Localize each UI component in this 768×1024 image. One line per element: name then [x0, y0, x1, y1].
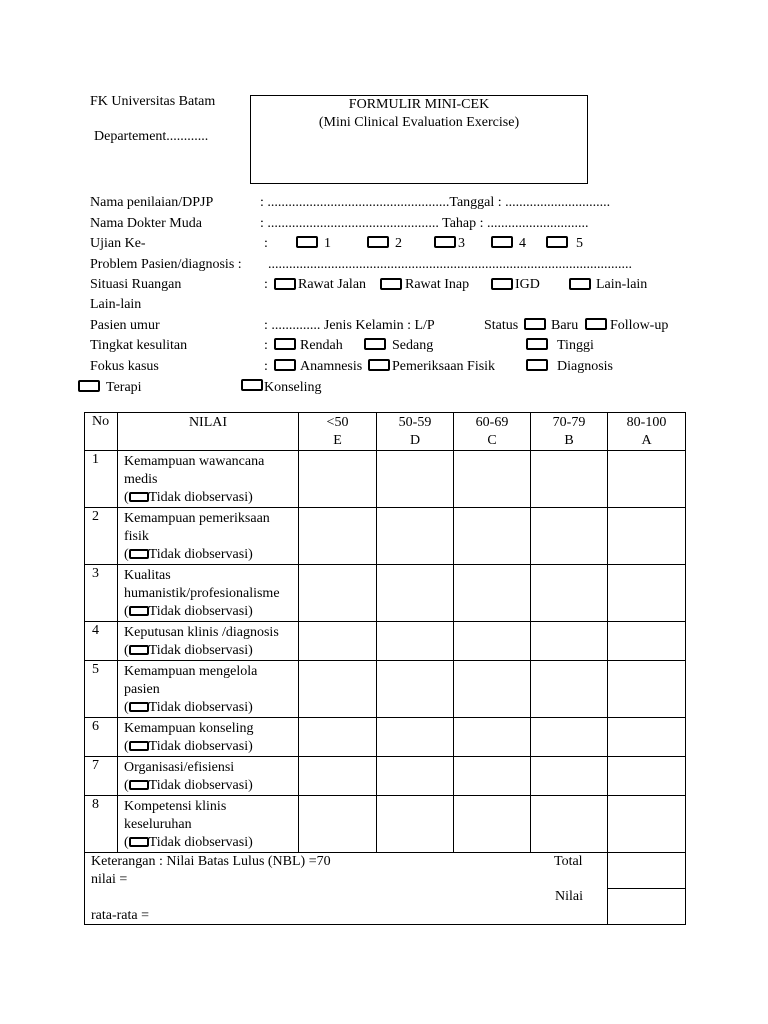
not-observed-label: Tidak diobservasi) [148, 739, 253, 754]
score-cell-a[interactable] [608, 796, 686, 853]
exam-2-label: 2 [395, 236, 402, 251]
score-cell-e[interactable] [299, 622, 377, 661]
tinggi-label: Tinggi [557, 338, 594, 353]
row-criterion [118, 796, 299, 853]
not-observed-label: Tidak diobservasi) [148, 490, 253, 505]
pemeriksaan-fisik-checkbox[interactable] [368, 359, 390, 371]
age-gender-field[interactable]: : .............. Jenis Kelamin : L/P [264, 318, 435, 333]
table-row [85, 796, 686, 853]
criterion-text: Kemampuan pemeriksaan [124, 511, 270, 526]
criterion-text: pasien [124, 682, 160, 697]
table-body [85, 451, 686, 853]
table-row [85, 757, 686, 796]
not-observed-checkbox[interactable] [129, 780, 149, 790]
row-criterion [118, 451, 299, 508]
header-grade-c: 60-69 C [454, 413, 531, 451]
score-cell-c[interactable] [454, 622, 531, 661]
footer-total-label: Total [554, 854, 583, 869]
exam-3-label: 3 [458, 236, 465, 251]
pemeriksaan-fisik-label: Pemeriksaan Fisik [392, 359, 496, 374]
criterion-text: Organisasi/efisiensi [124, 760, 235, 775]
not-observed-option[interactable]: ( Tidak diobservasi) [124, 490, 253, 505]
footer-note-cell [85, 853, 608, 925]
focus-label: Fokus kasus [90, 359, 159, 374]
assessor-label: Nama penilaian/DPJP [90, 195, 214, 210]
tinggi-checkbox[interactable] [526, 338, 548, 350]
criterion-text: Kemampuan konseling [124, 721, 254, 736]
score-cell-c[interactable] [454, 796, 531, 853]
form-subtitle: (Mini Clinical Evaluation Exercise) [318, 115, 520, 130]
not-observed-option[interactable]: ( Tidak diobservasi) [124, 547, 253, 562]
row-criterion [118, 661, 299, 718]
not-observed-checkbox[interactable] [129, 492, 149, 502]
other-label: Lain-lain [90, 297, 142, 312]
score-cell-b[interactable] [531, 508, 608, 565]
exam-colon: : [264, 236, 268, 251]
not-observed-label: Tidak diobservasi) [148, 835, 253, 850]
criterion-text: medis [124, 472, 158, 487]
anamnesis-label: Anamnesis [300, 359, 363, 374]
not-observed-checkbox[interactable] [129, 741, 149, 751]
total-value-cell[interactable] [608, 853, 686, 889]
criterion-text: humanistik/profesionalisme [124, 586, 280, 601]
exam-4-label: 4 [519, 236, 526, 251]
problem-field[interactable]: ........................................................................................................ [268, 257, 632, 272]
score-cell-a[interactable] [608, 451, 686, 508]
table-row [85, 661, 686, 718]
score-cell-c[interactable] [454, 718, 531, 757]
institution-name: FK Universitas Batam [90, 94, 216, 109]
row-number: 7 [85, 757, 118, 796]
score-cell-a[interactable] [608, 757, 686, 796]
table-footer-row-1 [85, 853, 686, 889]
score-cell-b[interactable] [531, 796, 608, 853]
not-observed-label: Tidak diobservasi) [148, 604, 253, 619]
exam-1-label: 1 [324, 236, 331, 251]
sedang-label: Sedang [392, 338, 434, 353]
difficulty-label: Tingkat kesulitan [90, 338, 188, 353]
footer-nilai-eq: nilai = [91, 872, 128, 887]
exam-label: Ujian Ke- [90, 236, 146, 251]
header-no: No [85, 413, 118, 451]
score-cell-d[interactable] [377, 451, 454, 508]
situation-colon: : [264, 277, 268, 292]
footer-note: Keterangan : Nilai Batas Lulus (NBL) =70 [91, 854, 331, 869]
score-cell-c[interactable] [454, 757, 531, 796]
score-cell-c[interactable] [454, 508, 531, 565]
criterion-text: keseluruhan [124, 817, 192, 832]
difficulty-colon: : [264, 338, 268, 353]
not-observed-option[interactable]: ( Tidak diobservasi) [124, 739, 253, 754]
score-cell-b[interactable] [531, 718, 608, 757]
score-cell-e[interactable] [299, 451, 377, 508]
not-observed-label: Tidak diobservasi) [148, 643, 253, 658]
score-cell-a[interactable] [608, 661, 686, 718]
department-field: Departement............ [94, 129, 209, 144]
not-observed-option[interactable]: ( Tidak diobservasi) [124, 604, 253, 619]
table-header-row [85, 413, 686, 451]
score-cell-d[interactable] [377, 718, 454, 757]
score-cell-b[interactable] [531, 565, 608, 622]
row-number: 2 [85, 508, 118, 565]
diagnosis-label: Diagnosis [557, 359, 613, 374]
problem-label: Problem Pasien/diagnosis : [90, 257, 242, 272]
footer-rata-rata: rata-rata = [91, 908, 150, 923]
criterion-text: fisik [124, 529, 149, 544]
row-criterion [118, 565, 299, 622]
not-observed-checkbox[interactable] [129, 606, 149, 616]
lain-lain-option-label: Lain-lain [596, 277, 648, 292]
student-label: Nama Dokter Muda [90, 216, 202, 231]
criterion-text: Kompetensi klinis [124, 799, 227, 814]
rawat-inap-checkbox[interactable] [380, 278, 402, 290]
score-cell-d[interactable] [377, 661, 454, 718]
header-grade-a: 80-100 A [608, 413, 686, 451]
exam-3-checkbox[interactable] [434, 236, 456, 248]
table-row [85, 565, 686, 622]
row-criterion [118, 622, 299, 661]
table-row [85, 451, 686, 508]
score-cell-a[interactable] [608, 718, 686, 757]
not-observed-option[interactable]: ( Tidak diobservasi) [124, 778, 253, 793]
konseling-label: Konseling [264, 380, 322, 395]
row-number: 6 [85, 718, 118, 757]
header-grade-d: 50-59 D [377, 413, 454, 451]
igd-label: IGD [515, 277, 540, 292]
not-observed-checkbox[interactable] [129, 549, 149, 559]
not-observed-label: Tidak diobservasi) [148, 778, 253, 793]
header-grade-e: <50 E [299, 413, 377, 451]
criterion-text: Kemampuan mengelola [124, 664, 258, 679]
score-table [84, 412, 686, 925]
igd-checkbox[interactable] [491, 278, 513, 290]
header-nilai: NILAI [118, 413, 299, 451]
situation-label: Situasi Ruangan [90, 277, 182, 292]
rendah-checkbox[interactable] [274, 338, 296, 350]
exam-4-checkbox[interactable] [491, 236, 513, 248]
score-cell-d[interactable] [377, 757, 454, 796]
age-label: Pasien umur [90, 318, 160, 333]
anamnesis-checkbox[interactable] [274, 359, 296, 371]
terapi-checkbox[interactable] [78, 380, 100, 392]
not-observed-option[interactable]: ( Tidak diobservasi) [124, 643, 253, 658]
score-cell-b[interactable] [531, 622, 608, 661]
score-cell-e[interactable] [299, 718, 377, 757]
status-followup-label: Follow-up [610, 318, 669, 333]
score-cell-e[interactable] [299, 508, 377, 565]
average-value-cell[interactable] [608, 889, 686, 925]
footer-nilai-label: Nilai [555, 889, 583, 904]
rawat-jalan-label: Rawat Jalan [298, 277, 367, 292]
row-criterion [118, 718, 299, 757]
score-cell-d[interactable] [377, 796, 454, 853]
score-cell-c[interactable] [454, 451, 531, 508]
status-baru-checkbox[interactable] [524, 318, 546, 330]
score-cell-a[interactable] [608, 508, 686, 565]
row-criterion [118, 757, 299, 796]
assessor-date-field[interactable]: : ....................................................Tanggal : .............................. [260, 195, 611, 210]
score-cell-a[interactable] [608, 565, 686, 622]
focus-colon: : [264, 359, 268, 374]
diagnosis-checkbox[interactable] [526, 359, 548, 371]
score-cell-e[interactable] [299, 661, 377, 718]
score-cell-b[interactable] [531, 661, 608, 718]
criterion-text: Keputusan klinis /diagnosis [124, 625, 279, 640]
score-cell-d[interactable] [377, 508, 454, 565]
not-observed-checkbox[interactable] [129, 837, 149, 847]
table-row [85, 718, 686, 757]
score-cell-c[interactable] [454, 565, 531, 622]
rawat-jalan-checkbox[interactable] [274, 278, 296, 290]
score-cell-c[interactable] [454, 661, 531, 718]
lain-lain-checkbox[interactable] [569, 278, 591, 290]
not-observed-checkbox[interactable] [129, 645, 149, 655]
score-cell-d[interactable] [377, 622, 454, 661]
row-number: 3 [85, 565, 118, 622]
sedang-checkbox[interactable] [364, 338, 386, 350]
status-followup-checkbox[interactable] [585, 318, 607, 330]
score-cell-d[interactable] [377, 565, 454, 622]
score-cell-e[interactable] [299, 796, 377, 853]
not-observed-checkbox[interactable] [129, 702, 149, 712]
table-row [85, 622, 686, 661]
exam-5-label: 5 [576, 236, 583, 251]
score-cell-e[interactable] [299, 757, 377, 796]
student-stage-field[interactable]: : ................................................. Tahap : ............................. [260, 216, 589, 231]
form-title: FORMULIR MINI-CEK [348, 97, 490, 112]
exam-2-checkbox[interactable] [367, 236, 389, 248]
table-row [85, 508, 686, 565]
not-observed-option[interactable]: ( Tidak diobservasi) [124, 835, 253, 850]
criterion-text: Kualitas [124, 568, 171, 583]
status-baru-label: Baru [551, 318, 579, 333]
score-cell-e[interactable] [299, 565, 377, 622]
row-criterion [118, 508, 299, 565]
score-cell-b[interactable] [531, 757, 608, 796]
konseling-checkbox[interactable] [241, 379, 263, 391]
terapi-label: Terapi [106, 380, 142, 395]
score-cell-a[interactable] [608, 622, 686, 661]
row-number: 1 [85, 451, 118, 508]
rendah-label: Rendah [300, 338, 343, 353]
row-number: 5 [85, 661, 118, 718]
not-observed-label: Tidak diobservasi) [148, 547, 253, 562]
form-title-box [250, 95, 588, 184]
status-label: Status [484, 318, 519, 333]
not-observed-option[interactable]: ( Tidak diobservasi) [124, 700, 253, 715]
criterion-text: Kemampuan wawancana [124, 454, 265, 469]
header-grade-b: 70-79 B [531, 413, 608, 451]
row-number: 8 [85, 796, 118, 853]
exam-1-checkbox[interactable] [296, 236, 318, 248]
rawat-inap-label: Rawat Inap [405, 277, 470, 292]
row-number: 4 [85, 622, 118, 661]
exam-5-checkbox[interactable] [546, 236, 568, 248]
score-cell-b[interactable] [531, 451, 608, 508]
not-observed-label: Tidak diobservasi) [148, 700, 253, 715]
